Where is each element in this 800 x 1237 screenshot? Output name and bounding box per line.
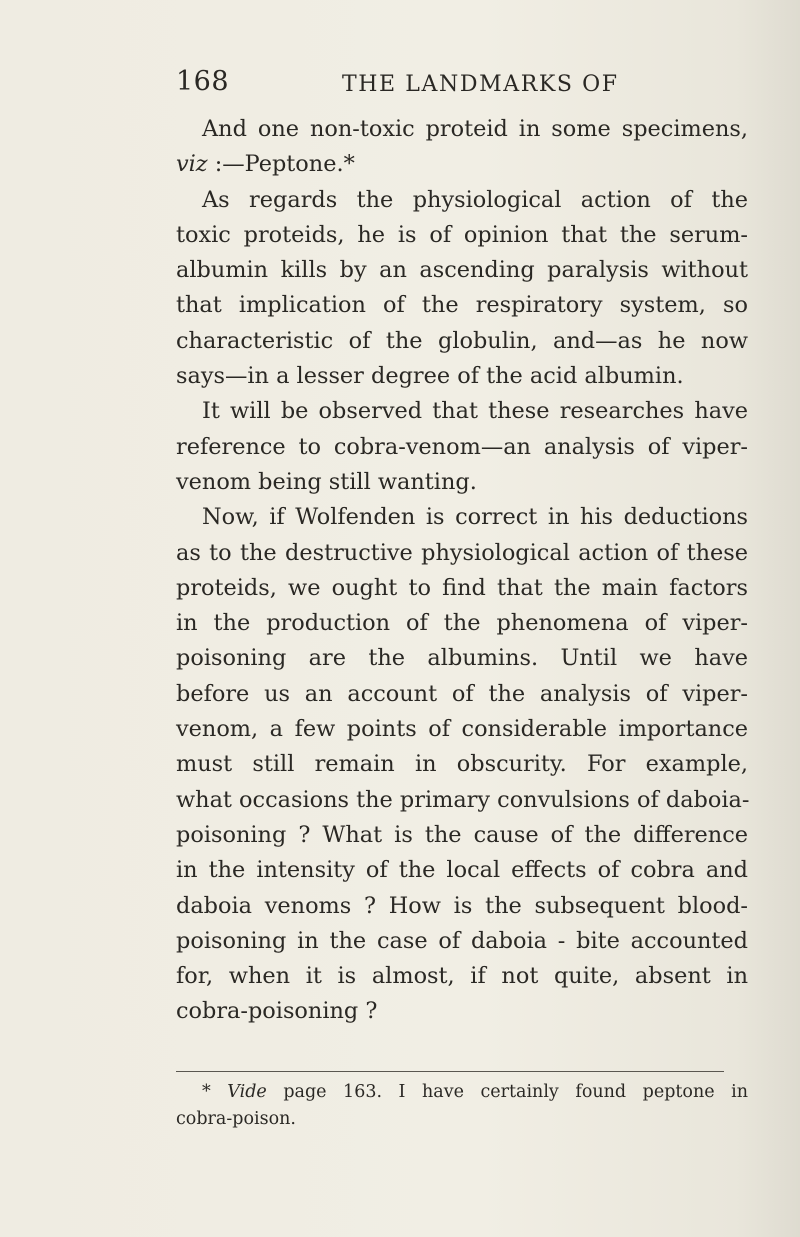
text-line: cobra-poisoning ? [176, 998, 378, 1025]
text-line: poisoning ? What is the cause of the difference [176, 821, 748, 848]
text-line: daboia venoms ? How is the subsequent blood- [176, 892, 748, 919]
footnote-line-segment: page 163. I have certainly found peptone in [266, 1082, 748, 1102]
text-line: that implication of the respiratory system, so [176, 292, 748, 319]
text-line: toxic proteids, he is of opinion that the serum- [176, 221, 748, 248]
text-line: before us an account of the analysis of viper- [176, 680, 748, 707]
running-head: THE LANDMARKS OF [342, 72, 619, 97]
footnote-line [176, 1106, 748, 1133]
text-line: characteristic of the globulin, and—as he now [176, 327, 748, 354]
text-line: says—in a lesser degree of the acid albumin. [176, 363, 684, 390]
text-line: proteids, we ought to find that the main factors [176, 574, 748, 601]
text-line: albumin kills by an ascending paralysis without [176, 257, 748, 284]
text-line: must still remain in obscurity. For example, [176, 751, 748, 778]
page-number: 168 [176, 66, 230, 97]
text-line: poisoning are the albumins. Until we have [176, 645, 748, 672]
text-line: as to the destructive physiological action of these [176, 539, 748, 566]
footnote [176, 1079, 748, 1133]
page-header [176, 66, 736, 102]
text-line-segment: viz [176, 151, 208, 178]
text-line: As regards the physiological action of the [202, 186, 748, 213]
text-line: It will be observed that these researches have [202, 398, 748, 425]
footnote-line-segment: cobra-poison. [176, 1109, 296, 1129]
text-line: reference to cobra-venom—an analysis of viper- [176, 433, 748, 460]
footnote-rule [176, 1071, 724, 1072]
text-line: in the production of the phenomena of viper- [176, 610, 748, 637]
text-line-segment: :—Peptone.* [207, 151, 355, 178]
text-line: venom, a few points of considerable importance [176, 716, 748, 743]
text-line [176, 147, 748, 182]
text-line: And one non-toxic proteid in some specimens, [202, 116, 748, 142]
text-line: what occasions the primary convulsions of daboia- [176, 786, 750, 813]
text-line: poisoning in the case of daboia - bite accounted [176, 927, 748, 954]
text-line: in the intensity of the local effects of cobra and [176, 857, 748, 884]
text-line: venom being still wanting. [176, 468, 477, 495]
footnote-line-segment: * [202, 1082, 228, 1102]
footnote-line [176, 1079, 748, 1106]
footnote-line-segment: Vide [227, 1082, 267, 1102]
body-text [176, 112, 748, 1030]
text-line: for, when it is almost, if not quite, absent in [176, 963, 748, 990]
text-line: Now, if Wolfenden is correct in his deductions [202, 504, 748, 531]
